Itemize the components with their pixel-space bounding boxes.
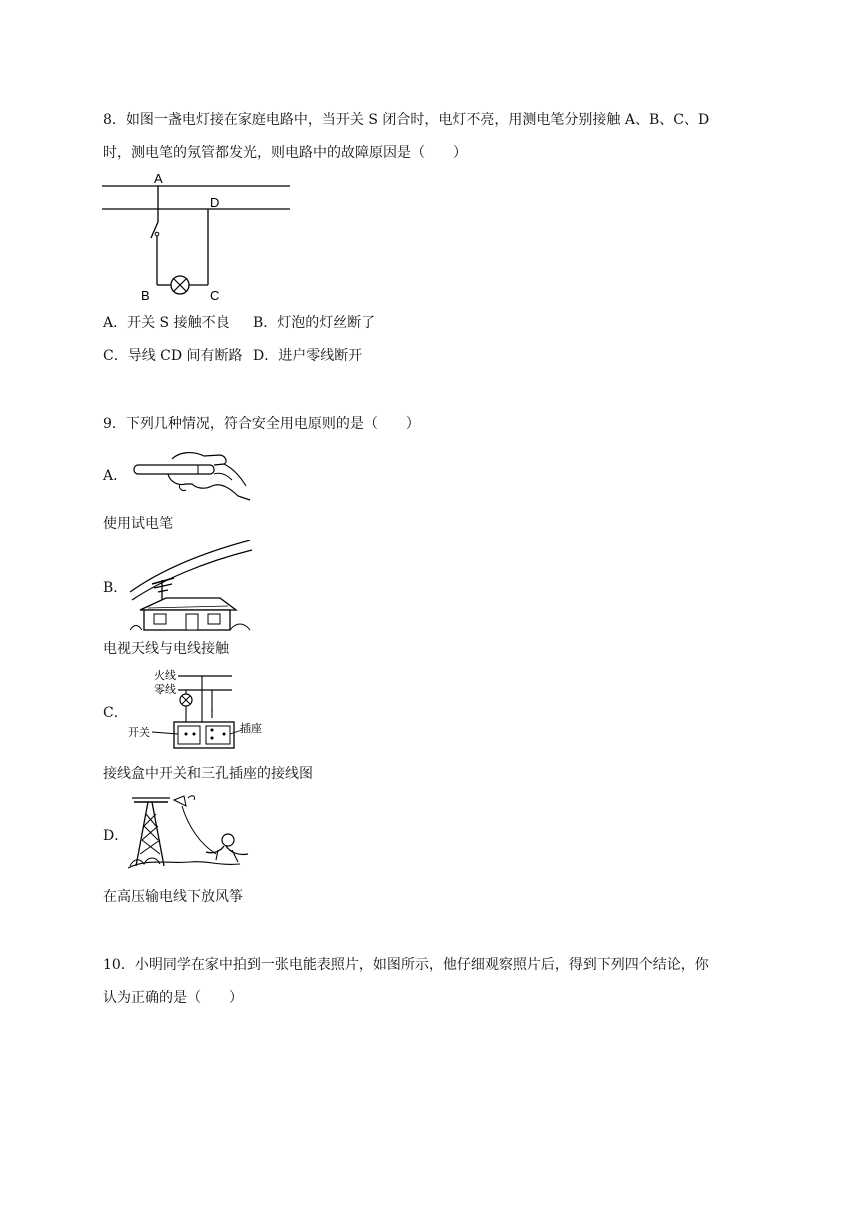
junction-box-wiring-figure bbox=[128, 664, 263, 759]
zero-wire-label: 零线 bbox=[154, 684, 176, 696]
label-a: A bbox=[154, 171, 163, 186]
q9-option-b-letter: B． bbox=[103, 580, 128, 596]
q8-stem-line1: 8．如图一盏电灯接在家庭电路中，当开关 S 闭合时，电灯不亮，用测电笔分别接触 A、B、C、D bbox=[103, 112, 710, 128]
q10-stem-line1: 10．小明同学在家中拍到一张电能表照片，如图所示，他仔细观察照片后，得到下列四个结论，你 bbox=[103, 957, 709, 973]
q8-option-b: B．灯泡的灯丝断了 bbox=[253, 315, 376, 331]
tv-antenna-house-icon bbox=[128, 540, 253, 632]
socket-label: 插座 bbox=[240, 723, 262, 735]
fire-wire-label: 火线 bbox=[154, 670, 176, 682]
socket-box bbox=[206, 726, 230, 744]
label-b: B bbox=[141, 288, 150, 303]
q8-option-d: D．进户零线断开 bbox=[253, 348, 363, 364]
q8-stem-line2: 时，测电笔的氖管都发光，则电路中的故障原因是（ ） bbox=[103, 145, 467, 161]
q8-option-a: A．开关 S 接触不良 bbox=[103, 315, 230, 331]
test-pen-hand-icon bbox=[128, 448, 253, 503]
power-tower bbox=[136, 802, 148, 866]
q9-stem: 9．下列几种情况，符合安全用电原则的是（ ） bbox=[103, 416, 420, 432]
kite-power-tower-icon bbox=[128, 792, 253, 872]
q9-option-c-letter: C． bbox=[103, 705, 128, 721]
q8-circuit-figure bbox=[100, 170, 295, 305]
switch-label: 开关 bbox=[128, 727, 150, 739]
person-icon bbox=[222, 834, 234, 846]
label-d: D bbox=[210, 195, 220, 210]
q9-option-c-caption: 接线盒中开关和三孔插座的接线图 bbox=[103, 766, 313, 782]
q9-option-a-caption: 使用试电笔 bbox=[103, 516, 173, 532]
q9-option-d-letter: D． bbox=[103, 828, 129, 844]
q8-option-c: C．导线 CD 间有断路 bbox=[103, 348, 243, 364]
switch-pivot bbox=[155, 232, 159, 236]
q9-option-d-caption: 在高压输电线下放风筝 bbox=[103, 889, 243, 905]
q9-option-a-letter: A． bbox=[103, 468, 128, 484]
q9-option-b-caption: 电视天线与电线接触 bbox=[103, 641, 229, 657]
kite-icon bbox=[174, 796, 186, 806]
q10-stem-line2: 认为正确的是（ ） bbox=[103, 990, 243, 1006]
switch-box bbox=[178, 726, 200, 744]
label-c: C bbox=[210, 288, 220, 303]
